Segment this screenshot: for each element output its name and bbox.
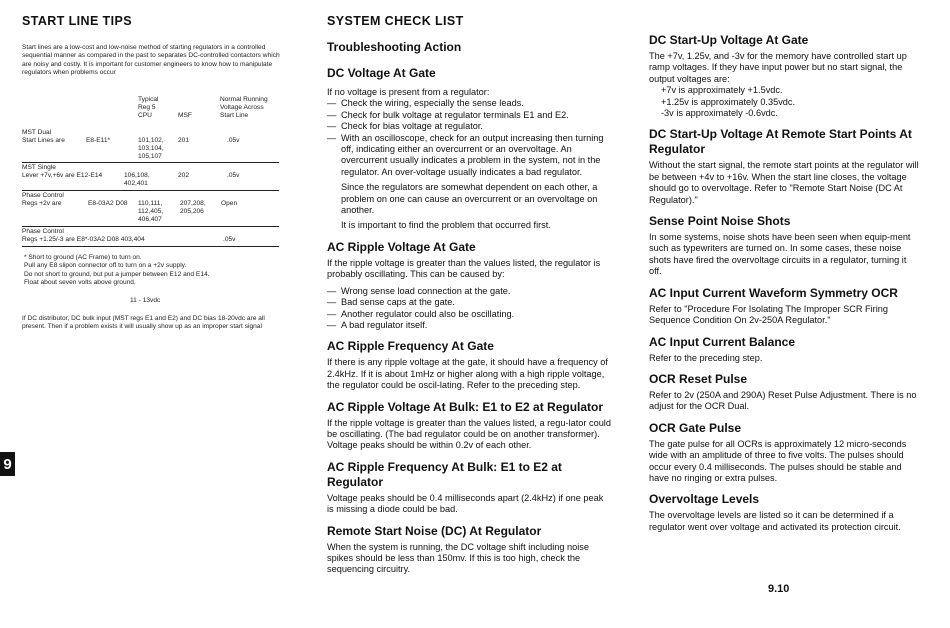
ac-ripple-frequency-bulk-heading: AC Ripple Frequency At Bulk: E1 to E2 at Regulator [327,459,562,489]
voltage-range: 11 - 13vdc [130,297,161,304]
table-divider [22,246,279,247]
dc-voltage-gate-note: It is important to find the problem that occurred first. [341,220,551,231]
table-divider [22,190,279,191]
start-line-footer: If DC distributor, DC bulk input (MST regs E1 and E2) and DC bias 18-20vdc are all present. Then if a problem exists it will usually show up as an improper start signal [22,315,265,331]
group-desc: Start Lines are [22,137,65,144]
dc-startup-remote-heading: DC Start-Up Voltage At Remote Start Points At Regulator [649,127,912,157]
ocr-reset-heading: OCR Reset Pulse [649,371,748,386]
list-item: — Check for bulk voltage at regulator terminals E1 and E2. [327,109,569,120]
list-item: — A bad regulator itself. [327,319,428,330]
ac-ripple-voltage-bulk-heading: AC Ripple Voltage At Bulk: E1 to E2 at Regulator [327,399,604,414]
start-line-intro: Start lines are a low-cost and low-noise method of starting regulators in a controlled sequential manner as compared in the past to separates DC-controlled contactors which are noisy and costly. It is important for customer engineers to know how to manipulate regulators when problems occur [22,44,280,77]
group-normal: .05v [227,137,240,144]
msf-header: MSF [178,112,192,119]
start-line-note: * Short to ground (AC Frame) to turn on. Pull any E8 slipon connector off to turn on a +2v supply. Do not short to ground, but put a jumper between E12 and E14. Float about seven volts above ground. [24,254,210,287]
ac-input-balance-body: Refer to the preceding step. [649,352,763,363]
start-line-tips-heading: START LINE TIPS [22,14,132,28]
group-title: Phase Control [22,228,64,235]
list-item: — Another regulator could also be oscillating. [327,308,515,319]
overvoltage-body: The overvoltage levels are listed so it can be determined if a regulator went over voltage and activated its protection circuit. [649,510,901,532]
ocr-gate-body: The gate pulse for all OCRs is approximately 12 micro-seconds wide with an amplitude of three to five volts. The pulses should occur every 0.4 milliseconds. The pulses should be stable and have no ringing or extra pulses. [649,438,907,483]
normal-header: Normal Running Voltage Across Start Line [220,96,268,120]
ac-ripple-frequency-gate-body: If there is any ripple voltage at the gate, it should have a frequency of 2.4kHz. If it is about 1mHz or higher along with a high ripple voltage, the regulator could be oscil-lating. Refer to the preceding step. [327,357,608,391]
section-tab-marker: 9 [0,452,15,476]
dc-voltage-gate-note: Since the regulators are somewhat dependent on each other, a problem on one can cause an overcurrent or an overvoltage on another. [341,182,598,216]
list-item: — Check the wiring, especially the sense leads. [327,98,524,109]
table-divider [22,162,279,163]
group-desc: Regs +1.25/-3 are E8*-03A2 D08 403,404 [22,236,145,243]
group-normal: .05v [227,172,240,179]
system-check-list-heading: SYSTEM CHECK LIST [327,14,464,28]
start-line-table [22,96,280,252]
troubleshooting-heading: Troubleshooting Action [327,40,462,54]
group-msf: 207,208, 205,206 [180,200,206,216]
check-list-body [327,40,612,576]
startup-voltage-line: +7v is approximately +1.5vdc. [661,85,783,96]
group-typical: 101,102, 103,104, 105,107 [138,137,164,161]
ocr-gate-heading: OCR Gate Pulse [649,420,742,435]
list-item: — Check for bias voltage at regulator. [327,121,483,132]
group-code: E8-03A2 D08 [88,200,128,207]
dc-startup-remote-body: Without the start signal, the remote start points at the regulator will be between +4v to +16v. When the start line closes, the voltage should go to overvoltage. Refer to "Remote Start Noise (DC At Regulator)." [649,160,919,205]
overvoltage-heading: Overvoltage Levels [649,492,760,507]
group-title: MST Single [22,164,56,171]
list-item: — Wrong sense load connection at the gate. [327,285,511,296]
sense-point-body: In some systems, noise shots have been seen when equip-ment such as typewriters are turned on. In some cases, these noise shots have fired the overvoltage circuits in a regulator, turning it off. [649,232,911,277]
ac-ripple-voltage-gate-heading: AC Ripple Voltage At Gate [327,239,476,254]
remote-start-noise-heading: Remote Start Noise (DC) At Regulator [327,523,542,538]
startup-voltage-line: -3v is approximately -0.6vdc. [661,108,778,119]
ac-input-balance-heading: AC Input Current Balance [649,334,796,349]
group-desc: Lever +7v,+6v are E12-E14 [22,172,103,179]
list-item: — With an oscilloscope, check for an output increasing then turning off, indicating either an overcurrent or an overvoltage. An overcurrent usually indicates a problem in the system, not in the regulator. An over-voltage usually indicates a bad regulator. [327,132,604,177]
dc-voltage-gate-lead: If no voltage is present from a regulator: [327,87,490,97]
list-item: — Bad sense caps at the gate. [327,297,455,308]
ac-ripple-voltage-gate-list [327,286,612,332]
ac-input-symmetry-heading: AC Input Current Waveform Symmetry OCR [649,285,898,300]
ocr-reset-body: Refer to 2v (250A and 290A) Reset Pulse Adjustment. There is no adjust for the OCR Dual. [649,389,917,412]
group-code: E8-E11* [86,137,111,144]
dc-voltage-gate-list [327,98,612,178]
ac-ripple-voltage-bulk-body: If the ripple voltage is greater than the values listed, a regu-lator could be oscillating. (The bad regulator could be on another transformer). Voltage peaks should be within 0.2v of each other. [327,417,611,451]
ac-ripple-frequency-bulk-body: Voltage peaks should be 0.4 milliseconds apart (2.4kHz) if one peak is missing a diode could be bad. [327,492,604,515]
group-normal: Open [221,200,238,207]
group-title: MST Dual [22,129,52,136]
group-msf: 201 [178,137,190,144]
group-normal: .05v [223,236,236,243]
right-column-body [649,33,919,533]
ac-input-symmetry-body: Refer to "Procedure For Isolating The Improper SCR Firing Sequence Condition On 2v-250A Regulator." [649,303,889,326]
page-number: 9.10 [768,583,790,595]
group-msf: 202 [178,172,190,179]
group-desc: Regs +2v are [22,200,62,207]
ac-ripple-frequency-gate-heading: AC Ripple Frequency At Gate [327,339,494,354]
typical-header: Typical Reg 5 CPU [138,96,159,120]
dc-voltage-gate-heading: DC Voltage At Gate [327,66,436,80]
remote-start-noise-body: When the system is running, the DC voltage shift including noise spikes should be less than 150mv. If this is too high, check the sequencing circuitry. [327,541,589,575]
sense-point-heading: Sense Point Noise Shots [649,214,791,229]
group-title: Phase Control [22,192,64,199]
table-divider [22,226,279,227]
dc-startup-gate-body: The +7v, 1.25v, and -3v for the memory have controlled start up ramp voltages. If they have input power but no start signal, the output voltages are: [649,51,907,84]
dc-startup-gate-heading: DC Start-Up Voltage At Gate [649,33,809,47]
startup-voltage-line: +1.25v is approximately 0.35vdc. [661,96,796,107]
group-typical: 106,108, 402,401 [124,172,150,188]
ac-ripple-voltage-gate-lead: If the ripple voltage is greater than the values listed, the regulator is probably oscillating. This can be caused by: [327,257,601,280]
group-typical: 110,111, 112,405, 406,407 [138,200,164,224]
